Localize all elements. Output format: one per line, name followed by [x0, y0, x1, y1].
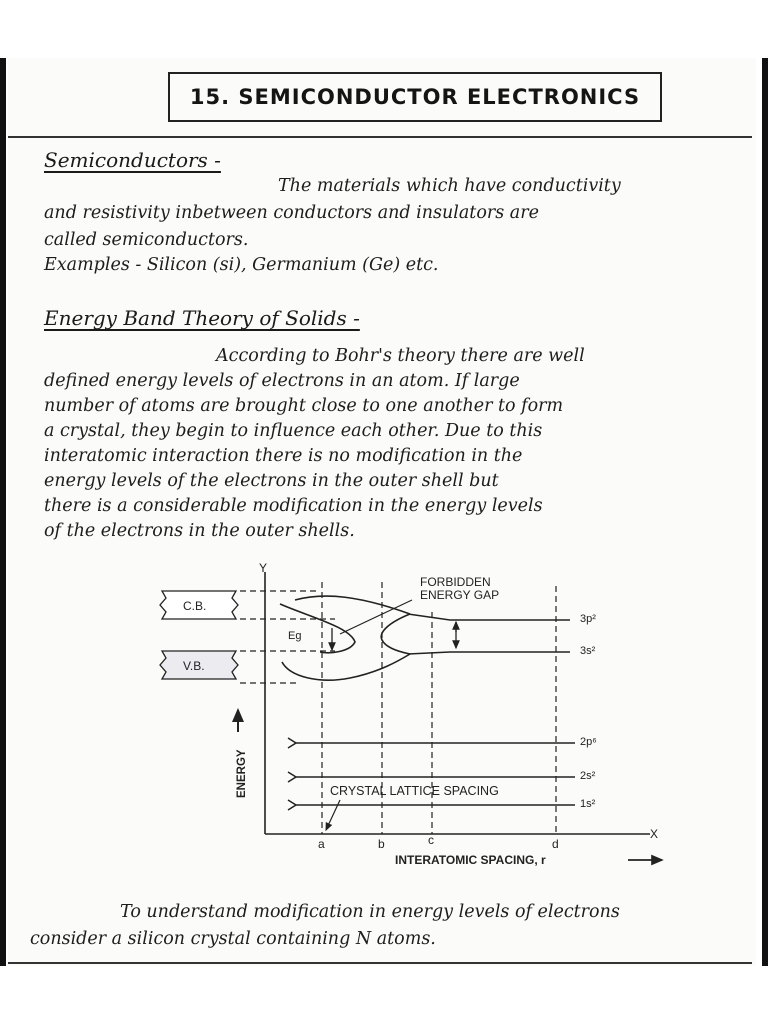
eg-label: Eg [288, 630, 302, 642]
band-theory-line: number of atoms are brought close to one another to form [44, 396, 564, 416]
level-3s2: 3s² [580, 645, 596, 657]
bottom-rule [8, 962, 752, 964]
cb-label: C.B. [183, 599, 207, 613]
point-b: b [378, 837, 385, 851]
semiconductors-heading: Semiconductors - [44, 148, 221, 172]
vb-label: V.B. [183, 659, 205, 673]
band-theory-line: a crystal, they begin to influence each other. Due to this [44, 421, 543, 441]
level-2s2: 2s² [580, 770, 596, 782]
chapter-title-box [168, 72, 662, 122]
energy-label: ENERGY [236, 749, 248, 798]
band-theory-line: there is a considerable modification in the energy levels [44, 496, 543, 516]
chapter-title: 15. SEMICONDUCTOR ELECTRONICS [189, 85, 641, 109]
right-border [762, 58, 768, 966]
band-theory-line: defined energy levels of electrons in an atom. If large [44, 371, 520, 391]
closing-line-2: consider a silicon crystal containing N atoms. [30, 929, 436, 949]
band-theory-line: of the electrons in the outer shells. [44, 521, 355, 541]
energy-band-diagram [150, 562, 690, 876]
left-border [0, 58, 6, 966]
semiconductors-line-2: and resistivity inbetween conductors and insulators are [44, 203, 539, 223]
band-theory-heading: Energy Band Theory of Solids - [44, 306, 360, 330]
x-axis-title: INTERATOMIC SPACING, r [395, 853, 546, 867]
lattice-label: CRYSTAL LATTICE SPACING [330, 784, 499, 798]
band-theory-line: interatomic interaction there is no modification in the [44, 446, 523, 466]
semiconductors-line-3: called semiconductors. [44, 230, 249, 250]
point-a: a [318, 837, 325, 851]
closing-line-1: To understand modification in energy levels of electrons [120, 902, 620, 922]
point-c: c [428, 833, 434, 847]
band-theory-line: According to Bohr's theory there are well [216, 346, 585, 366]
level-3p2: 3p² [580, 613, 596, 625]
forbidden-label-2: ENERGY GAP [420, 588, 500, 602]
forbidden-label-1: FORBIDDEN [420, 575, 491, 589]
point-d: d [552, 837, 559, 851]
band-theory-paragraph [44, 344, 585, 544]
x-axis-label: X [650, 827, 659, 841]
semiconductors-examples: Examples - Silicon (si), Germanium (Ge) etc. [44, 255, 439, 275]
y-axis-label: Y [259, 562, 268, 575]
title-rule [8, 136, 752, 138]
level-1s2: 1s² [580, 798, 596, 810]
band-theory-line: energy levels of the electrons in the outer shell but [44, 471, 499, 491]
semiconductors-line-1: The materials which have conductivity [278, 176, 621, 196]
level-2p6: 2p⁶ [580, 736, 597, 748]
